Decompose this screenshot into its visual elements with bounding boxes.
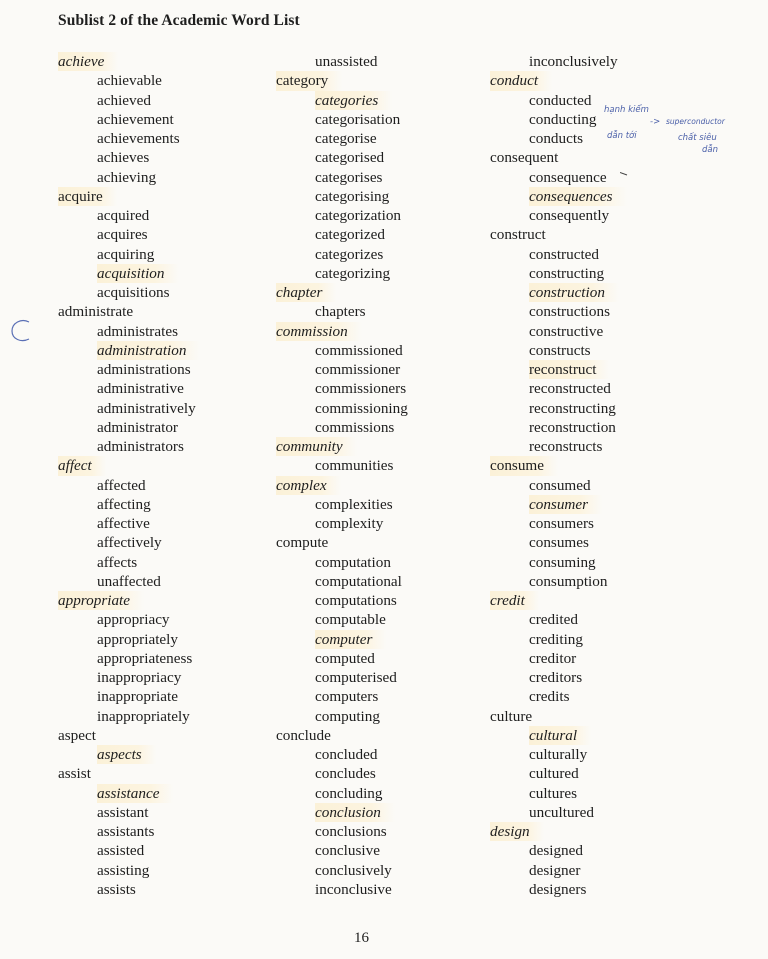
word-form: categories (315, 91, 392, 110)
word-form: reconstructed (529, 380, 611, 398)
word-form-row (58, 707, 210, 726)
word-form: categorizes (315, 245, 384, 263)
word-form-row (58, 379, 210, 398)
word-form: reconstruct (529, 360, 610, 379)
word-form: consumption (529, 572, 608, 590)
word-form: commissioned (315, 341, 403, 359)
word-column-3 (490, 52, 632, 899)
word-form: categorized (315, 226, 385, 244)
word-form: assisting (97, 861, 150, 879)
word-form: conclusion (315, 803, 395, 822)
word-form: communities (315, 457, 394, 475)
word-form: appropriateness (97, 649, 193, 667)
word-form-row (276, 610, 422, 629)
word-form: culturally (529, 746, 588, 763)
headword: compute (276, 534, 329, 552)
word-form: acquires (97, 226, 148, 244)
word-form-row (58, 264, 210, 283)
word-form: categorisation (315, 110, 401, 128)
word-form: conclusions (315, 823, 387, 840)
word-form-row (276, 745, 422, 764)
word-form: conclusively (315, 861, 392, 879)
word-form: achieved (97, 91, 151, 109)
word-form: categorise (315, 130, 377, 147)
word-form: constructing (529, 264, 605, 282)
headword-row (276, 476, 422, 495)
word-form: acquired (97, 207, 150, 224)
word-form-row (276, 572, 422, 591)
word-form: achievable (97, 72, 162, 90)
word-form: affectively (97, 534, 162, 552)
word-form: commissioning (315, 399, 408, 417)
word-form-row (276, 822, 422, 841)
word-form-row (276, 52, 422, 71)
word-form: reconstructs (529, 438, 603, 455)
word-form-row (58, 399, 210, 418)
word-form-row (58, 437, 210, 456)
word-form-row (58, 841, 210, 860)
word-form-row (276, 495, 422, 514)
word-form: consumer (529, 495, 602, 514)
word-form-row (276, 553, 422, 572)
word-form-row (58, 129, 210, 148)
word-form: computational (315, 572, 402, 590)
word-form: consumes (529, 534, 589, 552)
word-form-row (276, 399, 422, 418)
word-form-row (276, 206, 422, 225)
word-form-row (58, 283, 210, 302)
word-form-row (276, 110, 422, 129)
word-form-row (58, 803, 210, 822)
word-form: conducting (529, 110, 597, 128)
headword-row (276, 726, 422, 745)
word-form: cultured (529, 765, 579, 783)
word-form: designers (529, 880, 587, 898)
headword-row (276, 533, 422, 552)
word-form-row (58, 110, 210, 129)
word-form: assistant (97, 803, 149, 821)
word-form-row (58, 168, 210, 187)
headword: consequent (490, 149, 559, 167)
word-form-row (276, 418, 422, 437)
word-form-row (490, 379, 632, 398)
word-form-row (276, 668, 422, 687)
word-form: cultures (529, 784, 578, 802)
word-form-row (490, 630, 632, 649)
word-form: acquisitions (97, 284, 170, 301)
word-form-row (276, 649, 422, 668)
word-form-row (58, 322, 210, 341)
word-form: complexities (315, 495, 393, 513)
word-form: creditors (529, 669, 583, 686)
page-number: 16 (354, 930, 369, 946)
headword-row (490, 591, 632, 610)
word-form: inconclusively (529, 53, 618, 70)
word-form-row (276, 841, 422, 860)
word-form: achieving (97, 168, 157, 186)
pen-tick-mark-icon (620, 172, 628, 176)
word-form: affects (97, 553, 138, 571)
word-form: acquiring (97, 245, 155, 263)
word-form: categorizing (315, 264, 391, 282)
word-form-row (276, 187, 422, 206)
word-form: uncultured (529, 803, 594, 821)
word-form: categorization (315, 207, 402, 224)
word-form-row (490, 649, 632, 668)
word-form-row (276, 360, 422, 379)
word-form-row (490, 360, 632, 379)
word-form-row (276, 302, 422, 321)
word-form: concluding (315, 784, 383, 802)
word-form-row (276, 341, 422, 360)
headword-row (490, 456, 632, 475)
word-form-row (58, 476, 210, 495)
word-form: administrations (97, 361, 191, 378)
word-form: administratively (97, 399, 196, 417)
word-form: reconstruction (529, 418, 616, 436)
word-form-row (490, 341, 632, 360)
margin-circle-mark-icon (9, 318, 37, 344)
word-form: consequence (529, 168, 607, 186)
word-form-row (490, 168, 632, 187)
word-form-row (276, 591, 422, 610)
word-form-row (490, 784, 632, 803)
word-form-row (58, 533, 210, 552)
word-form-row (58, 572, 210, 591)
headword-row (276, 283, 422, 302)
word-form-row (58, 630, 210, 649)
word-form: administrative (97, 380, 184, 398)
word-form-row (490, 418, 632, 437)
word-form: designer (529, 861, 581, 879)
headword-row (58, 456, 210, 475)
word-form: unassisted (315, 53, 378, 70)
headword: credit (490, 591, 539, 610)
word-form-row (58, 418, 210, 437)
word-form-row (276, 245, 422, 264)
word-form: computable (315, 611, 386, 629)
word-form-row (58, 610, 210, 629)
word-form-row (490, 553, 632, 572)
word-form-row (58, 71, 210, 90)
word-form-row (276, 225, 422, 244)
word-form: reconstructing (529, 399, 616, 417)
headword: affect (58, 456, 106, 475)
word-form: computer (315, 630, 386, 649)
headword: appropriate (58, 591, 144, 610)
word-form: assistance (97, 784, 173, 803)
word-form: aspects (97, 745, 156, 764)
word-form-row (276, 764, 422, 783)
word-column-1 (58, 52, 210, 899)
word-form-row (490, 514, 632, 533)
word-form: achieves (97, 149, 150, 167)
word-form: credited (529, 611, 578, 629)
word-form-row (58, 225, 210, 244)
word-form: consuming (529, 553, 596, 571)
word-form: conducts (529, 130, 583, 147)
word-form: complexity (315, 515, 384, 532)
word-form: assistants (97, 823, 155, 840)
word-form-row (58, 861, 210, 880)
word-form: consumers (529, 515, 594, 532)
word-form-row (490, 880, 632, 899)
headword: aspect (58, 726, 96, 744)
word-form-row (490, 322, 632, 341)
headword: category (276, 71, 342, 90)
headword-row (490, 822, 632, 841)
word-form-row (490, 610, 632, 629)
word-form: conducted (529, 91, 592, 109)
word-form-row (490, 533, 632, 552)
word-form: cultural (529, 726, 591, 745)
headword: acquire (58, 187, 117, 206)
word-column-2 (276, 52, 422, 899)
word-form-row (490, 283, 632, 302)
word-form-row (58, 880, 210, 899)
handwritten-arrow: -> (650, 117, 661, 127)
word-form: assists (97, 880, 136, 898)
headword: administrate (58, 303, 134, 321)
word-form: constructive (529, 322, 604, 340)
word-form: computing (315, 707, 380, 725)
word-form: inappropriately (97, 707, 190, 725)
word-form: computation (315, 553, 391, 571)
word-form: consequences (529, 187, 627, 206)
word-form-row (490, 264, 632, 283)
page-title: Sublist 2 of the Academic Word List (58, 12, 300, 29)
word-form-row (58, 553, 210, 572)
word-form: categorised (315, 149, 385, 167)
word-form: consumed (529, 476, 591, 494)
word-form-row (490, 476, 632, 495)
headword: complex (276, 476, 341, 495)
word-form-row (490, 726, 632, 745)
word-form: credits (529, 688, 570, 706)
word-form: appropriately (97, 630, 178, 648)
word-form-row (276, 880, 422, 899)
word-form-row (276, 148, 422, 167)
word-form: appropriacy (97, 611, 170, 629)
word-form: inappropriate (97, 688, 178, 706)
headword-row (58, 726, 210, 745)
word-form-row (276, 861, 422, 880)
headword-row (276, 437, 422, 456)
handwritten-note: hạnh kiểm (604, 105, 649, 115)
word-form: consequently (529, 207, 610, 224)
word-form-row (490, 187, 632, 206)
word-form-row (490, 861, 632, 880)
word-form: construction (529, 283, 619, 302)
word-form: crediting (529, 630, 583, 648)
word-form-row (276, 803, 422, 822)
headword: achieve (58, 52, 118, 71)
word-form: concludes (315, 765, 376, 783)
word-form: acquisition (97, 264, 179, 283)
word-form-row (58, 341, 210, 360)
headword: construct (490, 226, 546, 244)
word-form-row (490, 764, 632, 783)
word-form-row (276, 456, 422, 475)
word-form: affective (97, 515, 150, 532)
headword-row (58, 591, 210, 610)
headword: chapter (276, 283, 336, 302)
word-form-row (58, 668, 210, 687)
handwritten-note: dẫn (702, 145, 718, 155)
word-form-row (58, 514, 210, 533)
word-form: chapters (315, 303, 366, 321)
word-form-row (490, 745, 632, 764)
word-form-row (490, 495, 632, 514)
word-form-row (276, 630, 422, 649)
word-form: computed (315, 649, 375, 667)
word-form-row (490, 572, 632, 591)
word-form-row (58, 687, 210, 706)
word-form-row (58, 245, 210, 264)
headword-row (276, 322, 422, 341)
handwritten-note: chất siêu (678, 133, 717, 143)
word-form: administrator (97, 418, 178, 436)
word-form: commissioners (315, 380, 407, 398)
word-form: commissions (315, 418, 395, 436)
word-form: categorising (315, 187, 390, 205)
word-form: inappropriacy (97, 669, 182, 686)
headword: assist (58, 765, 91, 783)
word-form: constructed (529, 245, 600, 263)
word-form-row (58, 91, 210, 110)
headword-row (490, 71, 632, 90)
word-form-row (58, 649, 210, 668)
word-form-row (58, 822, 210, 841)
headword-row (276, 71, 422, 90)
handwritten-annotation (604, 95, 768, 165)
word-form-row (276, 784, 422, 803)
handwritten-note: dẫn tới (607, 131, 637, 141)
word-form-row (276, 687, 422, 706)
headword: consume (490, 456, 558, 475)
word-form: conclusive (315, 842, 380, 860)
word-form: administrates (97, 322, 178, 340)
word-form: commissioner (315, 361, 401, 378)
headword-row (58, 302, 210, 321)
headword-row (58, 187, 210, 206)
word-form: concluded (315, 746, 378, 763)
word-form: achievement (97, 110, 174, 128)
headword-row (58, 764, 210, 783)
word-form-row (58, 148, 210, 167)
headword: commission (276, 322, 362, 341)
word-form: inconclusive (315, 880, 392, 898)
word-form-row (276, 264, 422, 283)
word-form-row (276, 91, 422, 110)
word-form: affected (97, 476, 146, 494)
word-form: designed (529, 842, 583, 860)
headword: conclude (276, 726, 331, 744)
headword: culture (490, 707, 533, 725)
word-form-row (276, 514, 422, 533)
headword-row (58, 52, 210, 71)
word-form-row (58, 784, 210, 803)
word-form-row (276, 707, 422, 726)
word-form-row (490, 841, 632, 860)
word-form-row (490, 245, 632, 264)
word-form-row (276, 129, 422, 148)
headword: design (490, 822, 544, 841)
word-form: creditor (529, 649, 577, 667)
word-form-row (58, 745, 210, 764)
word-form: assisted (97, 842, 145, 860)
headword: community (276, 437, 357, 456)
word-form-row (490, 687, 632, 706)
word-form-row (490, 437, 632, 456)
word-form-row (490, 302, 632, 321)
word-form-row (490, 668, 632, 687)
word-form: computerised (315, 669, 397, 686)
word-form: unaffected (97, 572, 161, 590)
word-form: administration (97, 341, 200, 360)
word-form-row (58, 206, 210, 225)
handwritten-note: superconductor (666, 117, 725, 126)
headword-row (490, 707, 632, 726)
word-form-row (276, 379, 422, 398)
word-form-row (58, 360, 210, 379)
word-form: categorises (315, 168, 383, 186)
word-form-row (276, 168, 422, 187)
headword-row (490, 225, 632, 244)
word-form: computers (315, 688, 379, 706)
word-form-row (490, 52, 632, 71)
word-form-row (490, 399, 632, 418)
word-form: administrators (97, 438, 184, 455)
word-form: affecting (97, 495, 151, 513)
headword: conduct (490, 71, 552, 90)
word-form-row (490, 206, 632, 225)
word-form-row (58, 495, 210, 514)
word-form: constructs (529, 341, 591, 359)
word-form: constructions (529, 303, 610, 321)
word-form: achievements (97, 130, 180, 147)
word-form-row (490, 803, 632, 822)
word-form: computations (315, 592, 397, 609)
